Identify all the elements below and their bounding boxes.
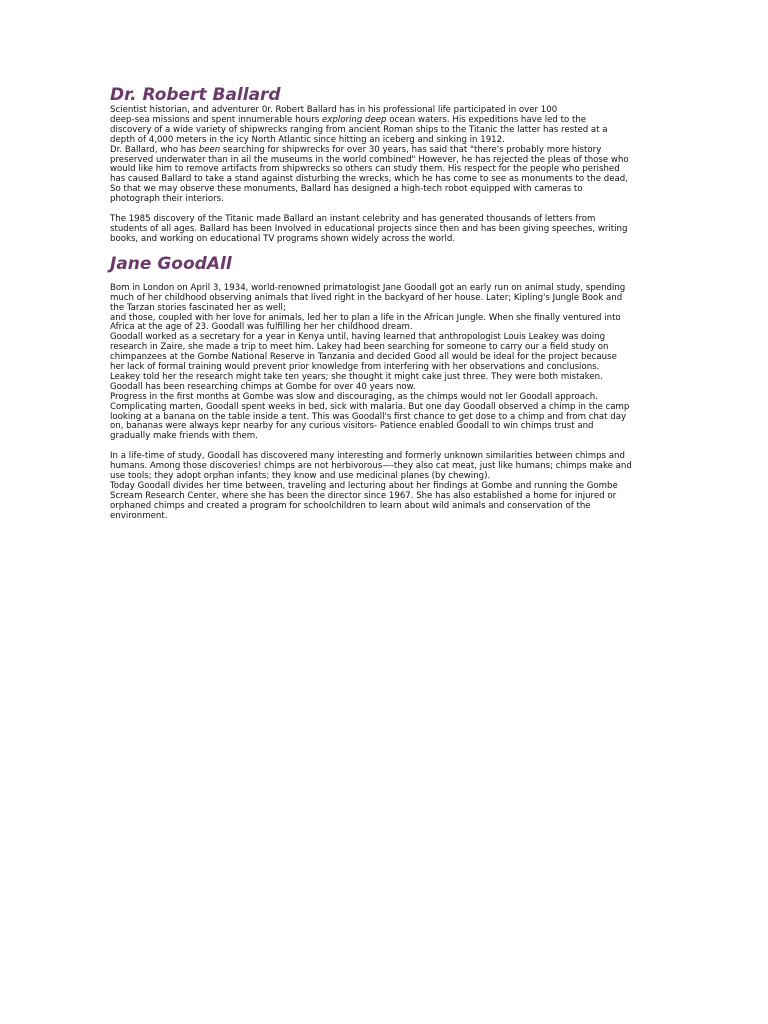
text-line: students of all ages. Ballard has been Involved in educational projects since then and has been giving speeches, writing bbox=[110, 223, 628, 234]
text-line: and those, coupled with her love for animals, led her to plan a life in the African Jungle. When she finally ventured into bbox=[110, 312, 621, 323]
text-line: photograph their interiors. bbox=[110, 194, 224, 205]
text-line: environment. bbox=[110, 510, 168, 521]
text-line: much of her childhood observing animals that lived right in the backyard of her house. Later; Kipling's Jungle Book and bbox=[110, 292, 623, 303]
goodall-heading: Jane GoodAll bbox=[110, 253, 232, 274]
text-segment: searching for shipwrecks for over 30 years, has said that "there's probably more history bbox=[220, 144, 602, 155]
text-line: Bom in London on April 3, 1934, world-renowned primatologist Jane Goodall got an early run on animal study, spending bbox=[110, 282, 626, 293]
ballard-paragraph-1 bbox=[110, 106, 666, 205]
text-line: use tools; they adopt orphan infants; they know and use medicinal planes (by chewing). bbox=[110, 471, 491, 482]
text-line: looking at a banana on the table inside a tent. This was Goodall's first chance to get dose to a chimp and from chat day bbox=[110, 411, 627, 422]
text-line: Scream Research Center, where she has been the director since 1967. She has also established a home for injured or bbox=[110, 490, 617, 501]
text-line: gradually make friends with them. bbox=[110, 431, 258, 442]
text-line: would like him to remove artifacts from shipwrecks so others can study them. His respect for the people who perished bbox=[110, 164, 620, 175]
text-line: Progress in the first months at Gombe was slow and discouraging, as the chimps would not ler Goodall approach. bbox=[110, 391, 598, 402]
goodall-paragraph-2 bbox=[110, 452, 666, 521]
ballard-heading: Dr. Robert Ballard bbox=[110, 85, 281, 105]
text-line: Goodall worked as a secretary for a year in Kenya until, having learned that anthropologist Louis Leakey was doing bbox=[110, 332, 606, 343]
text-line: has caused Ballard to take a stand against disturbing the wrecks, which he has come to see as monuments to the dead, bbox=[110, 174, 628, 185]
text-line: Leakey told her the research might take ten years; she thought it might cake just three. They were both mistaken. bbox=[110, 371, 603, 382]
text-segment: Dr. Ballard, who has bbox=[110, 144, 199, 155]
text-line: Scientist historian, and adventurer 0r. Robert Ballard has in his professional life participated in over 100 bbox=[110, 105, 558, 115]
ballard-paragraph-2 bbox=[110, 215, 666, 245]
text-line: chimpanzees at the Gombe National Reserve in Tanzania and decided Good all would be ideal for the project because bbox=[110, 352, 617, 363]
text-line: humans. Among those discoveries! chimps are not herbivorous—-they also cat meat, just like humans; chimps make and bbox=[110, 461, 632, 472]
text-line: Complicating marten, Goodall spent weeks in bed, sick with malaria. But one day Goodall observed a chimp in the camp bbox=[110, 401, 630, 412]
text-segment: deep-sea missions and spent innumerable hours bbox=[110, 114, 322, 125]
text-line: depth of 4,000 meters in the icy North Atlantic since hitting an iceberg and sinking in 1912. bbox=[110, 134, 505, 145]
text-line: Today Goodall divides her time between, traveling and lecturing about her findings at Gombe and running the Gombe bbox=[110, 481, 618, 491]
text-line: the Tarzan stories fascinated her as well; bbox=[110, 302, 286, 313]
text-line: In a life-time of study, Goodall has discovered many interesting and formerly unknown similarities between chimps and bbox=[110, 451, 625, 462]
text-line: orphaned chimps and created a program for schoolchildren to learn about wild animals and conservation of the bbox=[110, 500, 591, 511]
text-line: discovery of a wide variety of shipwrecks ranging from ancient Roman ships to the Titanic the latter has rested at a bbox=[110, 124, 608, 135]
goodall-paragraph-1 bbox=[110, 284, 666, 443]
text-line: Goodall has been researching chimps at Gombe for over 40 years now. bbox=[110, 381, 416, 392]
text-line: preserved underwater than in ail the museums in the world combined" However, he has rejected the pleas of those who bbox=[110, 154, 629, 165]
text-line: The 1985 discovery of the Titanic made Ballard an instant celebrity and has generated thousands of letters from bbox=[110, 214, 596, 225]
italic-text: exploring deep bbox=[321, 114, 387, 125]
text-line: books, and working on educational TV programs shown widely across the world. bbox=[110, 233, 456, 244]
text-line: Africa at the age of 23. Goodall was fulfilling her her childhood dream. bbox=[110, 322, 413, 333]
text-line: her lack of formal training would prevent prior knowledge from interfering with her observations and conclusions. bbox=[110, 362, 600, 373]
goodall-heading-wrap bbox=[110, 253, 666, 275]
text-line: research in Zaire, she made a trip to meet him. Lakey had been searching for someone to carry our a field study on bbox=[110, 342, 609, 353]
document-page bbox=[110, 84, 666, 522]
text-line: on, bananas were always kepr nearby for any curious visitors- Patience enabled Goodall to win chimps trust and bbox=[110, 421, 594, 432]
italic-text: been bbox=[198, 144, 221, 155]
text-segment: ocean waters. His expeditions have led to the bbox=[386, 114, 587, 125]
text-line: So that we may observe these monuments, Ballard has designed a high-tech robot equipped with cameras to bbox=[110, 184, 583, 195]
